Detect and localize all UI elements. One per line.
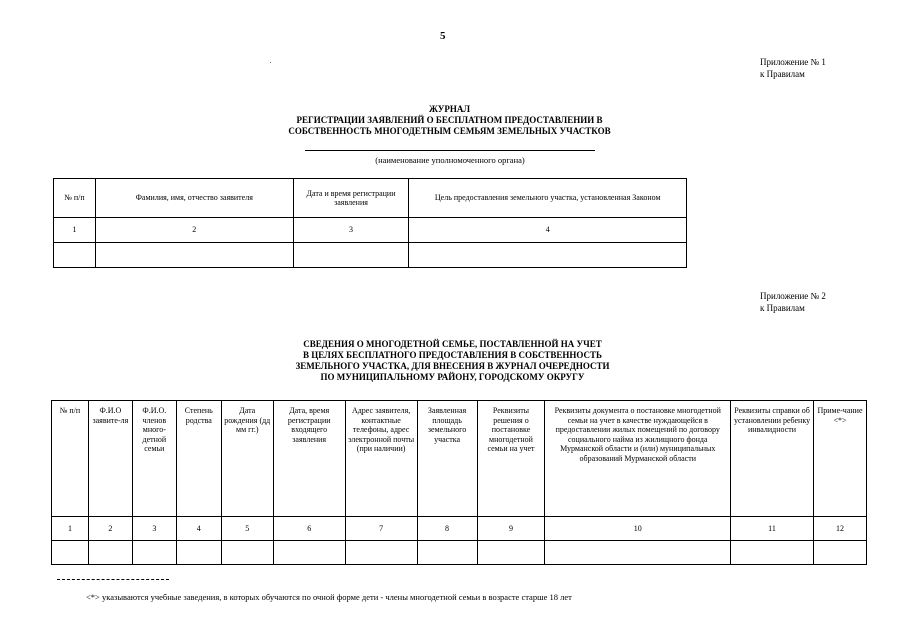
column-header: Ф.И.О. членов много-детной семьи: [132, 401, 176, 517]
column-number: 6: [273, 517, 345, 541]
journal-title-line: РЕГИСТРАЦИИ ЗАЯВЛЕНИЙ О БЕСПЛАТНОМ ПРЕДОСТАВЛЕНИИ В: [296, 115, 603, 125]
table-header-row: [52, 401, 867, 517]
column-header: Цель предоставления земельного участка, установленная Законом: [409, 179, 687, 218]
table-empty-row: [54, 243, 687, 268]
column-header: Степень родства: [176, 401, 221, 517]
column-number: 1: [54, 218, 96, 243]
column-number: 12: [813, 517, 866, 541]
column-header: Дата рождения (дд мм гг.): [221, 401, 273, 517]
column-number: 5: [221, 517, 273, 541]
journal-title-line: ЖУРНАЛ: [428, 104, 471, 114]
annex-2-subtitle: к Правилам: [760, 303, 805, 313]
footnote-separator: [57, 579, 169, 580]
org-name-caption: (наименование уполномоченного органа): [375, 155, 525, 165]
column-header: Адрес заявителя, контактные телефоны, адрес электронной почты (при наличии): [345, 401, 417, 517]
empty-cell: [132, 541, 176, 565]
empty-cell: [813, 541, 866, 565]
column-header: № п/п: [54, 179, 96, 218]
empty-cell: [731, 541, 814, 565]
empty-cell: [273, 541, 345, 565]
column-header: № п/п: [52, 401, 89, 517]
empty-cell: [52, 541, 89, 565]
empty-cell: [54, 243, 96, 268]
column-header: Заявленная площадь земельного участка: [417, 401, 477, 517]
column-header: Приме-чание <*>: [813, 401, 866, 517]
empty-cell: [477, 541, 545, 565]
column-header: Дата и время регистрации заявления: [293, 179, 409, 218]
column-number: 8: [417, 517, 477, 541]
column-header: Реквизиты справки об установлении ребенку инвалидности: [731, 401, 814, 517]
journal-title-line: СОБСТВЕННОСТЬ МНОГОДЕТНЫМ СЕМЬЯМ ЗЕМЕЛЬНЫХ УЧАСТКОВ: [288, 126, 611, 136]
empty-cell: [88, 541, 132, 565]
info-title-line: ЗЕМЕЛЬНОГО УЧАСТКА, ДЛЯ ВНЕСЕНИЯ В ЖУРНАЛ ОЧЕРЕДНОСТИ: [295, 361, 610, 371]
page-number: 5: [440, 30, 446, 42]
annex-1-subtitle: к Правилам: [760, 69, 805, 79]
info-title-line: СВЕДЕНИЯ О МНОГОДЕТНОЙ СЕМЬЕ, ПОСТАВЛЕННОЙ НА УЧЕТ: [303, 339, 602, 349]
empty-cell: [409, 243, 687, 268]
empty-cell: [417, 541, 477, 565]
info-title: [0, 339, 905, 383]
column-number: 10: [545, 517, 731, 541]
column-number: 7: [345, 517, 417, 541]
info-title-line: В ЦЕЛЯХ БЕСПЛАТНОГО ПРЕДОСТАВЛЕНИЯ В СОБСТВЕННОСТЬ: [303, 350, 602, 360]
column-header: Дата, время регистрации входящего заявления: [273, 401, 345, 517]
column-number: 3: [293, 218, 409, 243]
empty-cell: [293, 243, 409, 268]
column-number: 9: [477, 517, 545, 541]
column-header: Реквизиты решения о постановке многодетной семьи на учет: [477, 401, 545, 517]
info-title-line: ПО МУНИЦИПАЛЬНОМУ РАЙОНУ, ГОРОДСКОМУ ОКРУГУ: [320, 372, 585, 382]
journal-table: [53, 178, 687, 268]
column-number: 1: [52, 517, 89, 541]
table-empty-row: [52, 541, 867, 565]
column-number: 2: [95, 218, 293, 243]
org-name-blank-line: [305, 150, 595, 151]
column-number: 3: [132, 517, 176, 541]
empty-cell: [95, 243, 293, 268]
column-number: 4: [176, 517, 221, 541]
family-info-table: [51, 400, 867, 565]
column-header: Ф.И.О заявите-ля: [88, 401, 132, 517]
scan-speck: [270, 62, 271, 63]
table-number-row: [52, 517, 867, 541]
table-number-row: [54, 218, 687, 243]
column-number: 2: [88, 517, 132, 541]
annex-1-title: Приложение № 1: [760, 57, 826, 67]
journal-title: [0, 104, 902, 137]
column-number: 4: [409, 218, 687, 243]
annex-2-title: Приложение № 2: [760, 291, 826, 301]
footnote-text: <*> указываются учебные заведения, в которых обучаются по очной форме дети - члены многодетной семьи в возрасте старше 18 лет: [86, 592, 572, 602]
annex-2-label: [760, 290, 826, 314]
table-header-row: [54, 179, 687, 218]
empty-cell: [221, 541, 273, 565]
annex-1-label: [760, 56, 826, 80]
empty-cell: [176, 541, 221, 565]
column-number: 11: [731, 517, 814, 541]
empty-cell: [345, 541, 417, 565]
column-header: Фамилия, имя, отчество заявителя: [95, 179, 293, 218]
empty-cell: [545, 541, 731, 565]
column-header: Реквизиты документа о постановке многодетной семьи на учет в качестве нуждающейся в предоставлении жилых помещений по договору социального найма из жилищного фонда Мурманской области и (или) муниципальных образований Мурманской области: [545, 401, 731, 517]
